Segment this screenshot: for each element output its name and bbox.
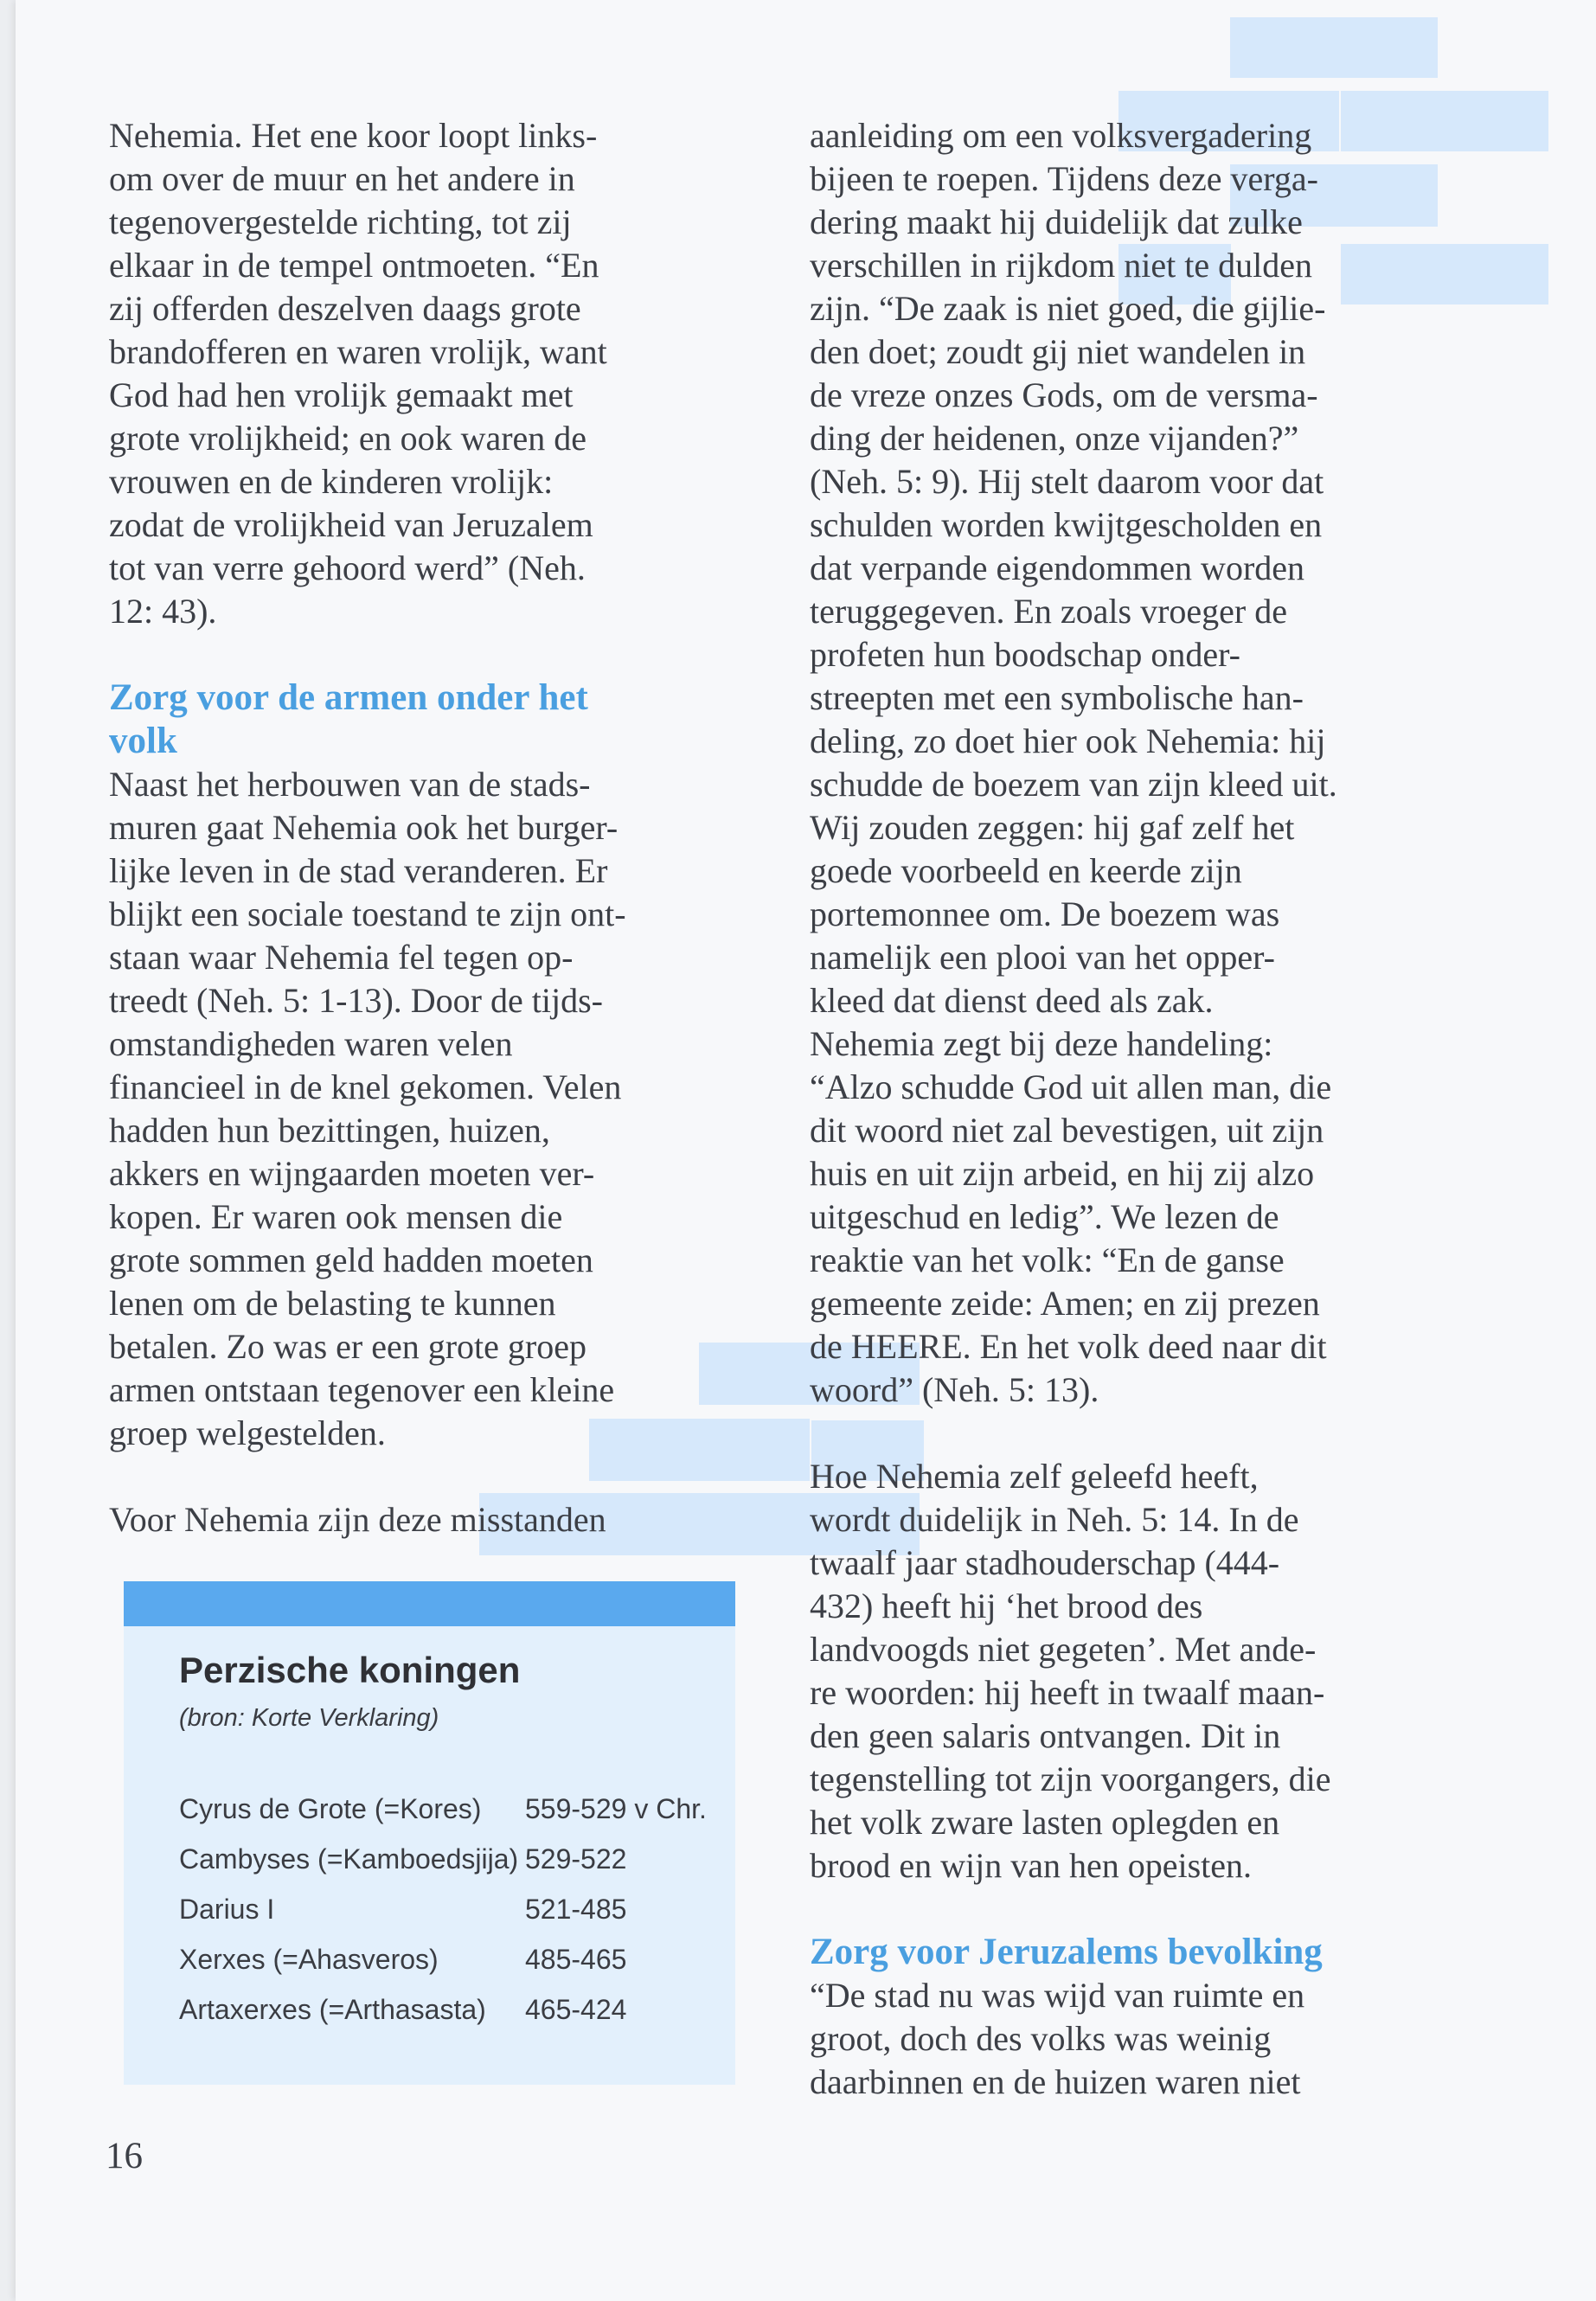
text-line: akkers en wijngaarden moeten ver- bbox=[109, 1154, 595, 1193]
text-line: 432) heeft hij ‘het brood des bbox=[810, 1586, 1203, 1625]
persian-kings-box bbox=[124, 1581, 735, 2085]
text-line: gemeente zeide: Amen; en zij prezen bbox=[810, 1284, 1320, 1323]
text-line: uitgeschud en ledig”. We lezen de bbox=[810, 1197, 1279, 1236]
text-line: teruggegeven. En zoals vroeger de bbox=[810, 592, 1287, 631]
king-name: Xerxes (=Ahasveros) bbox=[179, 1944, 439, 1975]
paragraph-armen bbox=[109, 763, 749, 1455]
text-line: dering maakt hij duidelijk dat zulke bbox=[810, 202, 1303, 241]
text-line: deling, zo doet hier ook Nehemia: hij bbox=[810, 721, 1326, 760]
paragraph-gap bbox=[810, 1888, 1484, 1931]
text-line: bijeen te roepen. Tijdens deze verga- bbox=[810, 159, 1318, 198]
paragraph-volksvergadering bbox=[810, 114, 1484, 1412]
text-line: namelijk een plooi van het opper- bbox=[810, 938, 1275, 977]
section-heading-armen bbox=[109, 676, 749, 763]
text-line: financieel in de knel gekomen. Velen bbox=[109, 1067, 622, 1106]
king-name: Artaxerxes (=Arthasasta) bbox=[179, 1994, 486, 2025]
text-line: kopen. Er waren ook mensen die bbox=[109, 1197, 563, 1236]
text-line: zijn. “De zaak is niet goed, die gijlie- bbox=[810, 289, 1326, 328]
paragraph-gap bbox=[109, 1455, 749, 1498]
document-page bbox=[16, 0, 1596, 2301]
text-line: zodat de vrolijkheid van Jeruzalem bbox=[109, 505, 593, 544]
text-line: vrouwen en de kinderen vrolijk: bbox=[109, 462, 554, 501]
text-line: Voor Nehemia zijn deze misstanden bbox=[109, 1500, 606, 1539]
paragraph-bevolking bbox=[810, 1974, 1484, 2104]
text-line: goede voorbeeld en keerde zijn bbox=[810, 851, 1242, 890]
text-line: God had hen vrolijk gemaakt met bbox=[109, 375, 574, 414]
box-header-bar bbox=[124, 1581, 735, 1626]
text-line: groot, doch des volks was weinig bbox=[810, 2019, 1272, 2058]
text-line: Naast het herbouwen van de stads- bbox=[109, 765, 591, 804]
text-line: betalen. Zo was er een grote groep bbox=[109, 1327, 586, 1366]
text-line: de vreze onzes Gods, om de versma- bbox=[810, 375, 1318, 414]
text-line: (Neh. 5: 9). Hij stelt daarom voor dat bbox=[810, 462, 1324, 501]
text-line: ding der heidenen, onze vijanden?” bbox=[810, 419, 1299, 458]
box-title: Perzische koningen bbox=[179, 1650, 521, 1690]
text-line: wordt duidelijk in Neh. 5: 14. In de bbox=[810, 1500, 1299, 1539]
text-line: twaalf jaar stadhouderschap (444- bbox=[810, 1543, 1280, 1582]
text-line: omstandigheden waren velen bbox=[109, 1024, 513, 1063]
text-line: aanleiding om een volksvergadering bbox=[810, 116, 1312, 155]
heading-line: volk bbox=[109, 721, 177, 761]
text-line: “Alzo schudde God uit allen man, die bbox=[810, 1067, 1332, 1106]
text-line: dit woord niet zal bevestigen, uit zijn bbox=[810, 1111, 1324, 1150]
king-name: Cyrus de Grote (=Kores) bbox=[179, 1793, 482, 1824]
king-name: Darius I bbox=[179, 1894, 275, 1925]
table-row bbox=[179, 1934, 715, 1984]
text-line: lenen om de belasting te kunnen bbox=[109, 1284, 556, 1323]
text-line: daarbinnen en de huizen waren niet bbox=[810, 2062, 1301, 2101]
paragraph-gap bbox=[810, 1412, 1484, 1455]
king-years: 521-485 bbox=[525, 1894, 627, 1925]
text-line: schulden worden kwijtgescholden en bbox=[810, 505, 1323, 544]
text-line: de HEERE. En het volk deed naar dit bbox=[810, 1327, 1327, 1366]
text-line: lijke leven in de stad veranderen. Er bbox=[109, 851, 608, 890]
text-line: het volk zware lasten oplegden en bbox=[810, 1803, 1280, 1842]
text-line: blijkt een sociale toestand te zijn ont- bbox=[109, 894, 626, 933]
text-line: armen ontstaan tegenover een kleine bbox=[109, 1370, 615, 1409]
text-line: dat verpande eigendommen worden bbox=[810, 548, 1305, 587]
text-line: muren gaat Nehemia ook het burger- bbox=[109, 808, 619, 847]
heading-line: Zorg voor de armen onder het bbox=[109, 677, 588, 718]
king-years: 465-424 bbox=[525, 1994, 627, 2025]
king-years: 559-529 v Chr. bbox=[525, 1793, 707, 1824]
text-line: 12: 43). bbox=[109, 592, 217, 631]
heading-line: Zorg voor Jeruzalems bevolking bbox=[810, 1932, 1323, 1972]
text-line: om over de muur en het andere in bbox=[109, 159, 575, 198]
text-line: Nehemia zegt bij deze handeling: bbox=[810, 1024, 1273, 1063]
text-line: woord” (Neh. 5: 13). bbox=[810, 1370, 1099, 1409]
paragraph-koor bbox=[109, 114, 749, 633]
text-line: treedt (Neh. 5: 1-13). Door de tijds- bbox=[109, 981, 603, 1020]
text-line: hadden hun bezittingen, huizen, bbox=[109, 1111, 550, 1150]
text-line: staan waar Nehemia fel tegen op- bbox=[109, 938, 574, 977]
text-line: tot van verre gehoord werd” (Neh. bbox=[109, 548, 586, 587]
text-line: re woorden: hij heeft in twaalf maan- bbox=[810, 1673, 1325, 1712]
paragraph-salaris bbox=[810, 1455, 1484, 1888]
text-line: reaktie van het volk: “En de ganse bbox=[810, 1240, 1285, 1279]
text-line: grote sommen geld hadden moeten bbox=[109, 1240, 593, 1279]
text-line: tegenstelling tot zijn voorgangers, die bbox=[810, 1759, 1331, 1798]
text-line: brandofferen en waren vrolijk, want bbox=[109, 332, 607, 371]
king-name: Cambyses (=Kamboedsjija) bbox=[179, 1843, 519, 1875]
king-years: 485-465 bbox=[525, 1944, 627, 1975]
text-line: Hoe Nehemia zelf geleefd heeft, bbox=[810, 1457, 1259, 1496]
kings-table bbox=[179, 1784, 715, 2035]
text-line: brood en wijn van hen opeisten. bbox=[810, 1846, 1252, 1885]
text-line: profeten hun boodschap onder- bbox=[810, 635, 1240, 674]
text-line: grote vrolijkheid; en ook waren de bbox=[109, 419, 587, 458]
text-line: huis en uit zijn arbeid, en hij zij alzo bbox=[810, 1154, 1315, 1193]
paragraph-misstanden bbox=[109, 1498, 749, 1541]
text-line: landvoogds niet gegeten’. Met ande- bbox=[810, 1630, 1317, 1669]
right-column bbox=[810, 114, 1484, 2104]
text-line: groep welgestelden. bbox=[109, 1413, 386, 1452]
decor-block bbox=[1230, 17, 1438, 78]
text-line: Wij zouden zeggen: hij gaf zelf het bbox=[810, 808, 1295, 847]
king-years: 529-522 bbox=[525, 1843, 627, 1875]
table-row bbox=[179, 1784, 715, 1834]
text-line: tegenovergestelde richting, tot zij bbox=[109, 202, 572, 241]
text-line: Nehemia. Het ene koor loopt links- bbox=[109, 116, 598, 155]
section-heading-bevolking bbox=[810, 1931, 1484, 1974]
text-line: schudde de boezem van zijn kleed uit. bbox=[810, 765, 1337, 804]
text-line: elkaar in de tempel ontmoeten. “En bbox=[109, 246, 599, 285]
table-row bbox=[179, 1884, 715, 1934]
paragraph-gap bbox=[109, 633, 749, 676]
text-line: zij offerden deszelven daags grote bbox=[109, 289, 581, 328]
text-line: portemonnee om. De boezem was bbox=[810, 894, 1280, 933]
text-line: kleed dat dienst deed als zak. bbox=[810, 981, 1214, 1020]
table-row bbox=[179, 1984, 715, 2035]
text-line: streepten met een symbolische han- bbox=[810, 678, 1304, 717]
text-line: den doet; zoudt gij niet wandelen in bbox=[810, 332, 1306, 371]
page-number: 16 bbox=[106, 2136, 143, 2176]
box-subtitle: (bron: Korte Verklaring) bbox=[179, 1704, 439, 1732]
table-row bbox=[179, 1834, 715, 1884]
text-line: den geen salaris ontvangen. Dit in bbox=[810, 1716, 1281, 1755]
text-line: verschillen in rijkdom niet te dulden bbox=[810, 246, 1312, 285]
text-line: “De stad nu was wijd van ruimte en bbox=[810, 1976, 1305, 2015]
left-column bbox=[109, 114, 749, 1541]
